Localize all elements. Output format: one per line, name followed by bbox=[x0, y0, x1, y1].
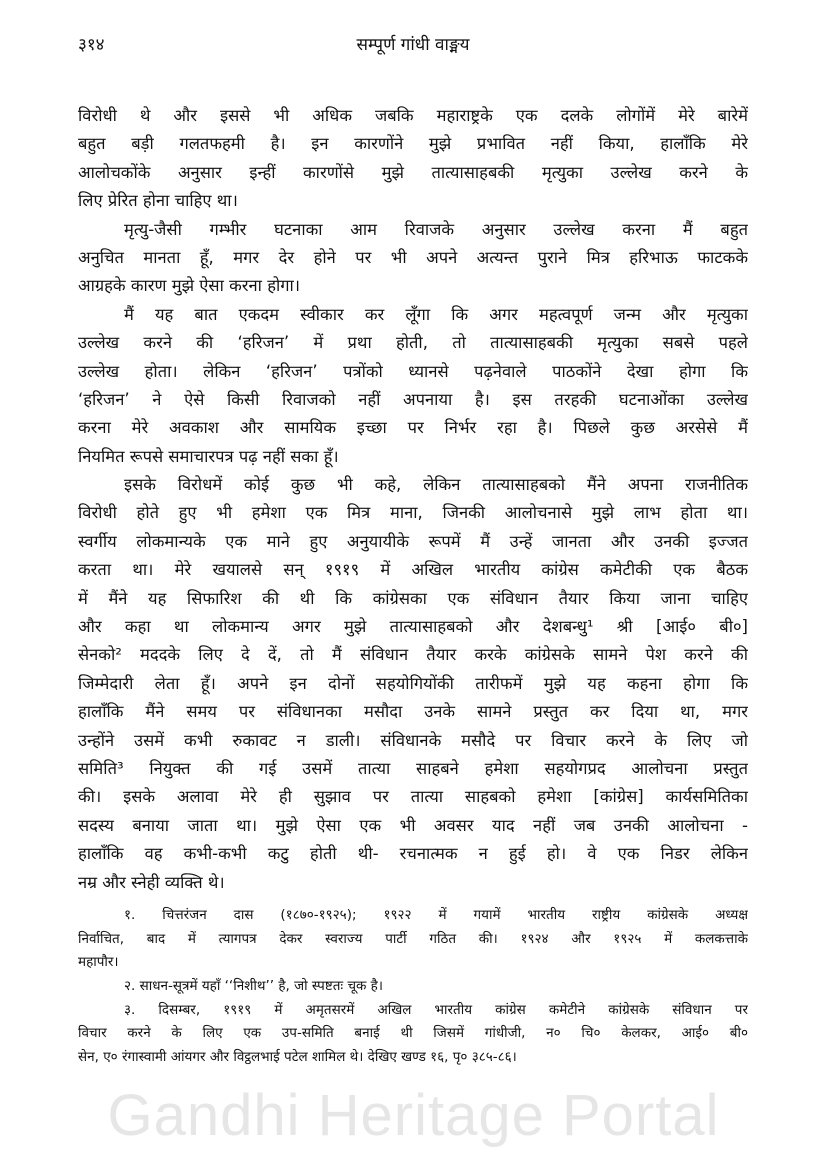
text-line: ३. दिसम्बर, १९१९ में अमृतसरमें अखिल भारतीय कांग्रेस कमेटीने कांग्रेसके संविधान पर bbox=[124, 1001, 748, 1018]
text-line: जिम्मेदारी लेता हूँ। अपने इन दोनों सहयोगियोंकी तारीफमें मुझे यह कहना होगा कि bbox=[78, 673, 748, 693]
text-line: मृत्यु-जैसी गम्भीर घटनाका आम रिवाजके अनुसार उल्लेख करना मैं बहुत bbox=[124, 219, 748, 239]
page-number: ३१४ bbox=[78, 35, 105, 55]
text-line: सदस्य बनाया जाता था। मुझे ऐसा एक भी अवसर याद नहीं जब उनकी आलोचना - bbox=[78, 815, 748, 835]
text-line: अनुचित मानता हूँ, मगर देर होने पर भी अपने अत्यन्त पुराने मित्र हरिभाऊ फाटकके bbox=[78, 247, 748, 267]
text-line: करता था। मेरे खयालसे सन् १९१९ में अखिल भारतीय कांग्रेस कमेटीकी एक बैठक bbox=[78, 560, 748, 580]
text-line: इसके विरोधमें कोई कुछ भी कहे, लेकिन तात्यासाहबको मैंने अपना राजनीतिक bbox=[124, 475, 748, 495]
text-line: ‘हरिजन’ ने ऐसे किसी रिवाजको नहीं अपनाया है। इस तरहकी घटनाओंका उल्लेख bbox=[78, 389, 748, 409]
running-title: सम्पूर्ण गांधी वाङ्मय bbox=[356, 35, 470, 55]
text-line: विरोधी थे और इससे भी अधिक जबकि महाराष्ट्रके एक दलके लोगोंमें मेरे बारेमें bbox=[78, 106, 748, 125]
text-line: हालाँकि मैंने समय पर संविधानका मसौदा उनके सामने प्रस्तुत कर दिया था, मगर bbox=[78, 702, 748, 722]
text-line: उन्होंने उसमें कभी रुकावट न डाली। संविधानके मसौदे पर विचार करने के लिए जो bbox=[78, 730, 748, 750]
paragraph bbox=[78, 471, 748, 897]
paragraph bbox=[78, 216, 748, 301]
text-line: हालाँकि वह कभी-कभी कटु होती थी- रचनात्मक न हुई हो। वे एक निडर लेकिन bbox=[78, 844, 748, 864]
body-text bbox=[78, 102, 748, 897]
footnotes bbox=[78, 904, 748, 1070]
text-line: विचार करने के लिए एक उप-समिति बनाई थी जिसमें गांधीजी, न० चि० केलकर, आई० बी० bbox=[78, 1025, 748, 1042]
text-line: १. चित्तरंजन दास (१८७०-१९२५); १९२२ में गयामें भारतीय राष्ट्रीय कांग्रेसके अध्यक्ष bbox=[124, 907, 748, 923]
text-line: नम्र और स्नेही व्यक्ति थे। bbox=[78, 872, 225, 892]
text-line: लिए प्रेरित होना चाहिए था। bbox=[78, 191, 238, 211]
footnote bbox=[78, 975, 748, 999]
paragraph bbox=[78, 102, 748, 216]
text-line: विरोधी होते हुए भी हमेशा एक मित्र माना, जिनकी आलोचनासे मुझे लाभ होता था। bbox=[78, 503, 748, 523]
text-line: २. साधन-सूत्रमें यहाँ ‘‘निशीथ’’ है, जो स्पष्टतः चूक है। bbox=[124, 978, 383, 995]
text-line: उल्लेख करने की ‘हरिजन’ में प्रथा होती, तो तात्यासाहबकी मृत्युका सबसे पहले bbox=[78, 333, 748, 353]
text-line: और कहा था लोकमान्य अगर मुझे तात्यासाहबको और देशबन्धु¹ श्री [आई० बी०] bbox=[78, 617, 748, 637]
text-line: महापौर। bbox=[78, 954, 119, 971]
text-line: बहुत बड़ी गलतफहमी है। इन कारणोंने मुझे प्रभावित नहीं किया, हालाँकि मेरे bbox=[78, 134, 748, 154]
text-line: मैं यह बात एकदम स्वीकार कर लूँगा कि अगर महत्वपूर्ण जन्म और मृत्युका bbox=[124, 304, 748, 324]
paragraph bbox=[78, 301, 748, 471]
text-line: करना मेरे अवकाश और सामयिक इच्छा पर निर्भर रहा है। पिछले कुछ अरसेसे मैं bbox=[78, 418, 748, 438]
text-line: आलोचकोंके अनुसार इन्हीं कारणोंसे मुझे तात्यासाहबकी मृत्युका उल्लेख करने के bbox=[78, 162, 748, 182]
text-line: में मैंने यह सिफारिश की थी कि कांग्रेसका एक संविधान तैयार किया जाना चाहिए bbox=[78, 588, 748, 608]
page-header bbox=[78, 32, 748, 60]
text-line: स्वर्गीय लोकमान्यके एक माने हुए अनुयायीके रूपमें मैं उन्हें जानता और उनकी इज्जत bbox=[78, 531, 748, 551]
text-line: की। इसके अलावा मेरे ही सुझाव पर तात्या साहबको हमेशा [कांग्रेस] कार्यसमितिका bbox=[78, 787, 748, 807]
text-line: उल्लेख होता। लेकिन ‘हरिजन’ पत्रोंको ध्यानसे पढ़नेवाले पाठकोंने देखा होगा कि bbox=[78, 361, 748, 381]
watermark: Gandhi Heritage Portal bbox=[107, 1083, 720, 1148]
text-line: सेन, ए० रंगास्वामी आंयगर और विट्ठलभाई पटेल शामिल थे। देखिए खण्ड १६, पृ० ३८५-८६। bbox=[78, 1049, 517, 1066]
footnote bbox=[78, 904, 748, 975]
text-line: नियमित रूपसे समाचारपत्र पढ़ नहीं सका हूँ। bbox=[78, 446, 339, 466]
text-line: सेनको² मददके लिए दे दें, तो मैं संविधान तैयार करके कांग्रेसके सामने पेश करने की bbox=[78, 645, 748, 665]
text-line: समिति³ नियुक्त की गई उसमें तात्या साहबने हमेशा सहयोगप्रद आलोचना प्रस्तुत bbox=[78, 758, 748, 778]
text-line: निर्वाचित, बाद में त्यागपत्र देकर स्वराज्य पार्टी गठित की। १९२४ और १९२५ में कलकत्ताके bbox=[78, 930, 748, 947]
footnote bbox=[78, 999, 748, 1070]
text-line: आग्रहके कारण मुझे ऐसा करना होगा। bbox=[78, 276, 301, 296]
